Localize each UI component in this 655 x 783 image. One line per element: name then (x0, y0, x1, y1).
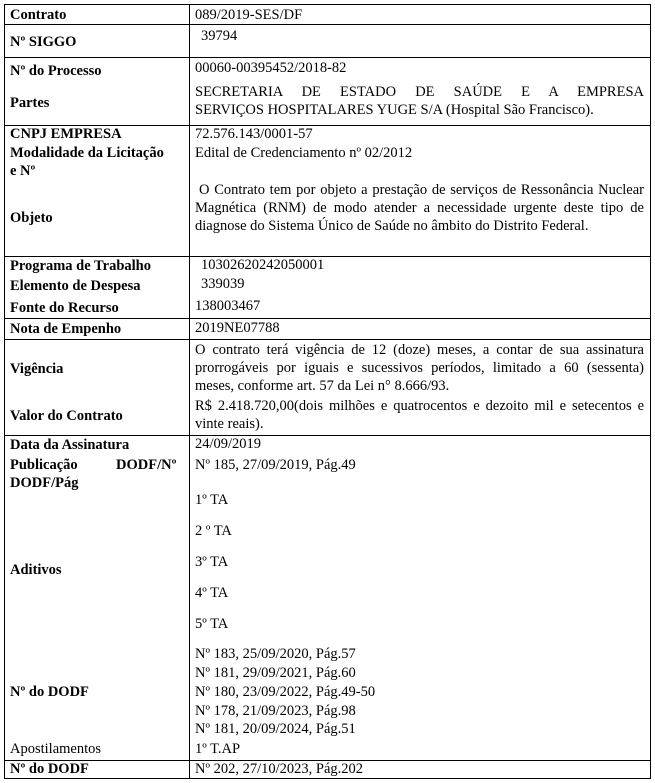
elemento-label: Elemento de Despesa (10, 278, 141, 294)
elemento-value: 339039 (201, 276, 245, 292)
publicacao-label-word2: DODF/Nº (116, 457, 177, 473)
dodf-aditivos-label: Nº do DODF (10, 684, 89, 700)
processo-value: 00060-00395452/2018-82 (195, 60, 347, 76)
valor-value: R$ 2.418.720,00(dois milhões e quatrocentos e dezoito mil e setecentos e vinte reais). (195, 398, 644, 432)
empenho-value: 2019NE07788 (195, 320, 280, 336)
programa-label: Programa de Trabalho (10, 258, 151, 274)
aditivo-item: 5º TA (195, 616, 229, 632)
partes-label: Partes (10, 95, 50, 111)
fonte-label: Fonte do Recurso (10, 300, 119, 316)
assinatura-value: 24/09/2019 (195, 436, 262, 452)
row-divider (4, 57, 651, 58)
aditivo-item: 4º TA (195, 585, 229, 601)
dodf-item: Nº 181, 20/09/2024, Pág.51 (195, 721, 356, 737)
vigencia-label: Vigência (10, 361, 64, 377)
assinatura-label: Data da Assinatura (10, 437, 130, 453)
table-border-bottom (4, 778, 651, 779)
dodf-final-value: Nº 202, 27/10/2023, Pág.202 (195, 761, 364, 777)
dodf-item: Nº 183, 25/09/2020, Pág.57 (195, 646, 356, 662)
fonte-value: 138003467 (195, 298, 261, 314)
cnpj-label: CNPJ EMPRESA (10, 126, 122, 142)
dodf-item: Nº 178, 21/09/2023, Pág.98 (195, 703, 356, 719)
apostilamentos-label: Apostilamentos (10, 741, 102, 757)
column-divider (189, 4, 190, 779)
partes-value-line2: SERVIÇOS HOSPITALARES YUGE S/A (Hospital São Francisco). (195, 102, 594, 118)
siggo-label: Nº SIGGO (10, 34, 77, 50)
dodf-item: Nº 180, 23/09/2022, Pág.49-50 (195, 684, 376, 700)
modalidade-label-line2: e Nº (10, 163, 36, 179)
dodf-final-label: Nº do DODF (10, 761, 89, 777)
vigencia-value: O contrato terá vigência de 12 (doze) meses, a contar de sua assinatura prorrogáveis por iguais e sucessivos períodos, limitado a 60 (sessenta) meses, conforme art. 57 da Lei n° 8.666/93. (195, 342, 644, 394)
row-divider (4, 339, 651, 340)
row-divider (4, 24, 651, 25)
publicacao-value: Nº 185, 27/09/2019, Pág.49 (195, 457, 356, 473)
table-border-left (4, 4, 5, 779)
apostilamentos-value: 1º T.AP (195, 741, 241, 757)
aditivos-label: Aditivos (10, 562, 62, 578)
partes-value-line1: SECRETARIA DE ESTADO DE SAÚDE E A EMPRESA (195, 84, 644, 100)
aditivo-item: 3º TA (195, 554, 229, 570)
aditivo-item: 2 º TA (195, 523, 232, 539)
programa-value: 10302620242050001 (201, 257, 325, 273)
modalidade-label-line1: Modalidade da Licitação (10, 145, 164, 161)
objeto-label: Objeto (10, 210, 53, 226)
modalidade-value: Edital de Credenciamento nº 02/2012 (195, 145, 413, 161)
empenho-label: Nota de Empenho (10, 321, 122, 337)
publicacao-label-word1: Publicação (10, 457, 78, 473)
objeto-value: O Contrato tem por objeto a prestação de serviços de Ressonância Nuclear Magnética (RNM) de modo atender a necessidade urgente deste tipo de diagnose do Sistema Único de Saúde no âmbito do Distrito Federal. (195, 182, 644, 234)
row-divider (4, 4, 651, 5)
table-border-right (650, 4, 651, 779)
valor-label: Valor do Contrato (10, 408, 123, 424)
aditivo-item: 1º TA (195, 492, 229, 508)
cnpj-value: 72.576.143/0001-57 (195, 126, 313, 142)
contract-table (4, 4, 651, 779)
contrato-label: Contrato (10, 7, 67, 23)
row-divider (4, 318, 651, 319)
processo-label: Nº do Processo (10, 63, 102, 79)
publicacao-label-line2: DODF/Pág (10, 475, 79, 491)
siggo-value: 39794 (201, 28, 238, 44)
contrato-value: 089/2019-SES/DF (195, 7, 303, 23)
dodf-item: Nº 181, 29/09/2021, Pág.60 (195, 665, 356, 681)
